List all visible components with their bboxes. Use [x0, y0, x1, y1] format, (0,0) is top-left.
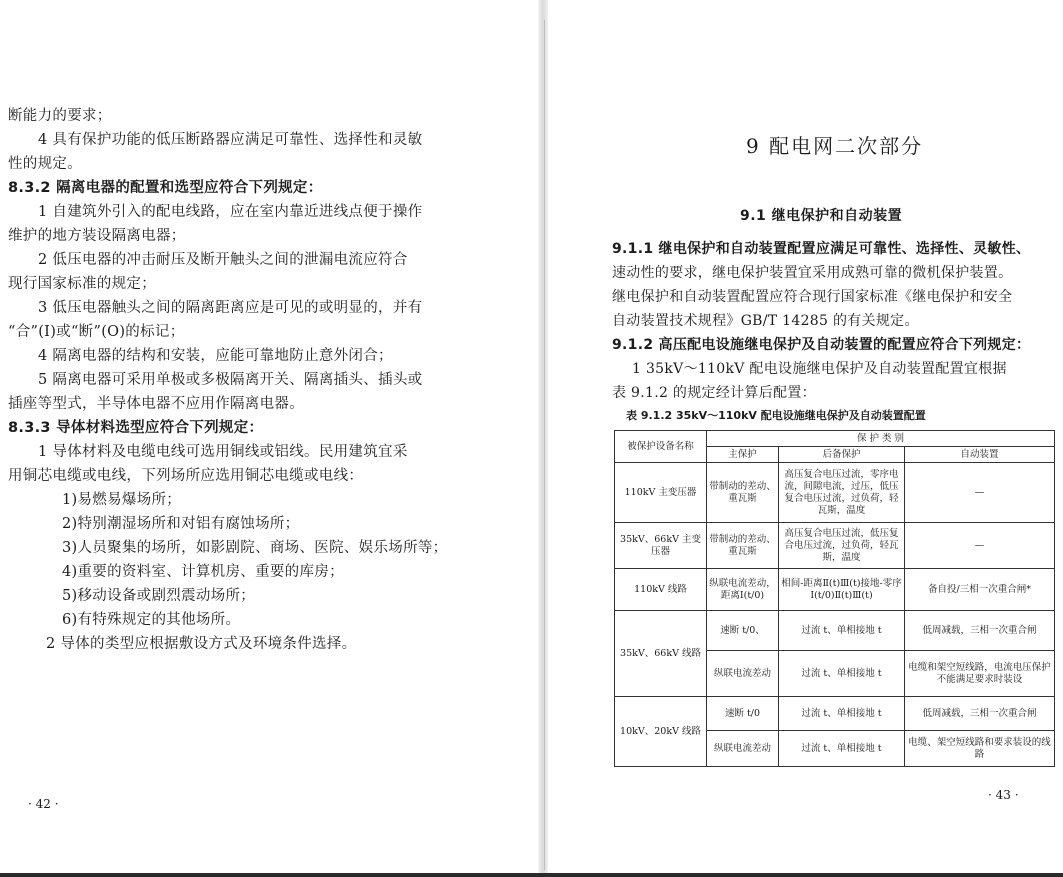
page-number: · 43 · [988, 788, 1019, 802]
table-cell: 带制动的差动、重瓦斯 [707, 523, 779, 569]
table-cell: 过流 t、单相接地 t [779, 731, 905, 767]
text-line: 性的规定。 [8, 156, 82, 172]
page-number: · 42 · [28, 797, 59, 811]
table-header-cell: 自动装置 [905, 447, 1055, 463]
list-item: 1)易燃易爆场所； [62, 492, 182, 508]
table-header-cell: 保 护 类 别 [707, 431, 1055, 447]
chapter-title: 9 配电网二次部分 [746, 134, 924, 158]
table-cell: 110kV 主变压器 [615, 463, 707, 523]
list-item: 2)特别潮湿场所和对铝有腐蚀场所； [62, 516, 300, 532]
table-header-cell: 被保护设备名称 [615, 431, 707, 463]
table-cell: 35kV、66kV 主变压器 [615, 523, 707, 569]
text-line: 1 自建筑外引入的配电线路，应在室内靠近进线点便于操作 [38, 204, 423, 220]
table-cell: 电缆、架空短线路和要求装设的线路 [905, 731, 1055, 767]
table-cell: 10kV、20kV 线路 [615, 697, 707, 767]
book-spine-line [544, 20, 545, 870]
clause-heading: 9.1.2 高压配电设施继电保护及自动装置的配置应符合下列规定： [612, 337, 1031, 353]
table-header-cell: 主保护 [707, 447, 779, 463]
text-line: 2 导体的类型应根据敷设方式及环境条件选择。 [46, 636, 357, 652]
table-cell: 过流 t、单相接地 t [779, 611, 905, 651]
list-item: 6)有特殊规定的其他场所。 [62, 612, 241, 628]
clause-heading: 8.3.3 导体材料选型应符合下列规定： [8, 420, 264, 436]
text-line: 3 低压电器触头之间的隔离距离应是可见的或明显的，并有 [38, 300, 423, 316]
table-header-cell: 后备保护 [779, 447, 905, 463]
right-page [548, 0, 1063, 877]
clause-heading: 8.3.2 隔离电器的配置和选型应符合下列规定： [8, 180, 323, 196]
table-cell: — [905, 523, 1055, 569]
text-line: 继电保护和自动装置配置应符合现行国家标准《继电保护和安全 [612, 289, 1013, 305]
table-cell: 速断 t/0 [707, 697, 779, 731]
table-cell: 纵联电流差动 [707, 651, 779, 697]
table-cell: 相间-距离Ⅱ(t)Ⅲ(t)接地-零序Ⅰ(t/0)Ⅱ(t)Ⅲ(t) [779, 569, 905, 611]
table-cell: 高压复合电压过流，零序电流，间隙电流，过压，低压复合电压过流，过负荷，轻瓦斯，温度 [779, 463, 905, 523]
table-cell: 纵联电流差动，距离Ⅰ(t/0) [707, 569, 779, 611]
table-cell: 纵联电流差动 [707, 731, 779, 767]
text-line: 自动装置技术规程》GB/T 14285 的有关规定。 [612, 313, 919, 329]
list-item: 3)人员聚集的场所，如影剧院、商场、医院、娱乐场所等； [62, 540, 448, 556]
table-cell: 高压复合电压过流，低压复合电压过流，过负荷，轻瓦斯，温度 [779, 523, 905, 569]
section-title: 9.1 继电保护和自动装置 [740, 208, 903, 224]
table-cell: 低周减载，三相一次重合闸 [905, 611, 1055, 651]
text-line: 2 低压电器的冲击耐压及断开触头之间的泄漏电流应符合 [38, 252, 408, 268]
clause-heading: 9.1.1 继电保护和自动装置配置应满足可靠性、选择性、灵敏性、 [612, 241, 1031, 257]
text-line: 1 导体材料及电缆电线可选用铜线或铝线。民用建筑宜采 [38, 444, 408, 460]
table-cell: — [905, 463, 1055, 523]
text-line: 插座等型式，半导体电器不应用作隔离电器。 [8, 396, 304, 412]
text-line: 速动性的要求，继电保护装置宜采用成熟可靠的微机保护装置。 [612, 265, 1013, 281]
text-line: 用铜芯电缆或电线，下列场所应选用铜芯电缆或电线： [8, 468, 364, 484]
table-cell: 电缆和架空短线路，电流电压保护不能满足要求时装设 [905, 651, 1055, 697]
relay-protection-table [614, 430, 1055, 767]
text-line: 5 隔离电器可采用单极或多极隔离开关、隔离插头、插头或 [38, 372, 423, 388]
text-line: 断能力的要求； [8, 108, 112, 124]
table-cell: 过流 t、单相接地 t [779, 651, 905, 697]
text-line: 表 9.1.2 的规定经计算后配置： [612, 385, 816, 401]
list-item: 4)重要的资料室、计算机房、重要的库房； [62, 564, 344, 580]
table-cell: 备自投/三相一次重合闸* [905, 569, 1055, 611]
table-cell: 35kV、66kV 线路 [615, 611, 707, 697]
text-line: 维护的地方装设隔离电器； [8, 228, 186, 244]
table-cell: 过流 t、单相接地 t [779, 697, 905, 731]
list-item: 5)移动设备或剧烈震动场所； [62, 588, 256, 604]
text-line: 4 隔离电器的结构和安装，应能可靠地防止意外闭合； [38, 348, 393, 364]
table-cell: 低周减载，三相一次重合闸 [905, 697, 1055, 731]
table-cell: 带制动的差动、重瓦斯 [707, 463, 779, 523]
table-caption: 表 9.1.2 35kV～110kV 配电设施继电保护及自动装置配置 [626, 409, 926, 422]
text-line: 1 35kV～110kV 配电设施继电保护及自动装置配置宜根据 [632, 361, 1007, 377]
text-line: “合”(I)或“断”(O)的标记； [8, 324, 185, 340]
text-line: 现行国家标准的规定； [8, 276, 156, 292]
table-cell: 110kV 线路 [615, 569, 707, 611]
text-line: 4 具有保护功能的低压断路器应满足可靠性、选择性和灵敏 [38, 132, 423, 148]
table-cell: 速断 t/0、 [707, 611, 779, 651]
